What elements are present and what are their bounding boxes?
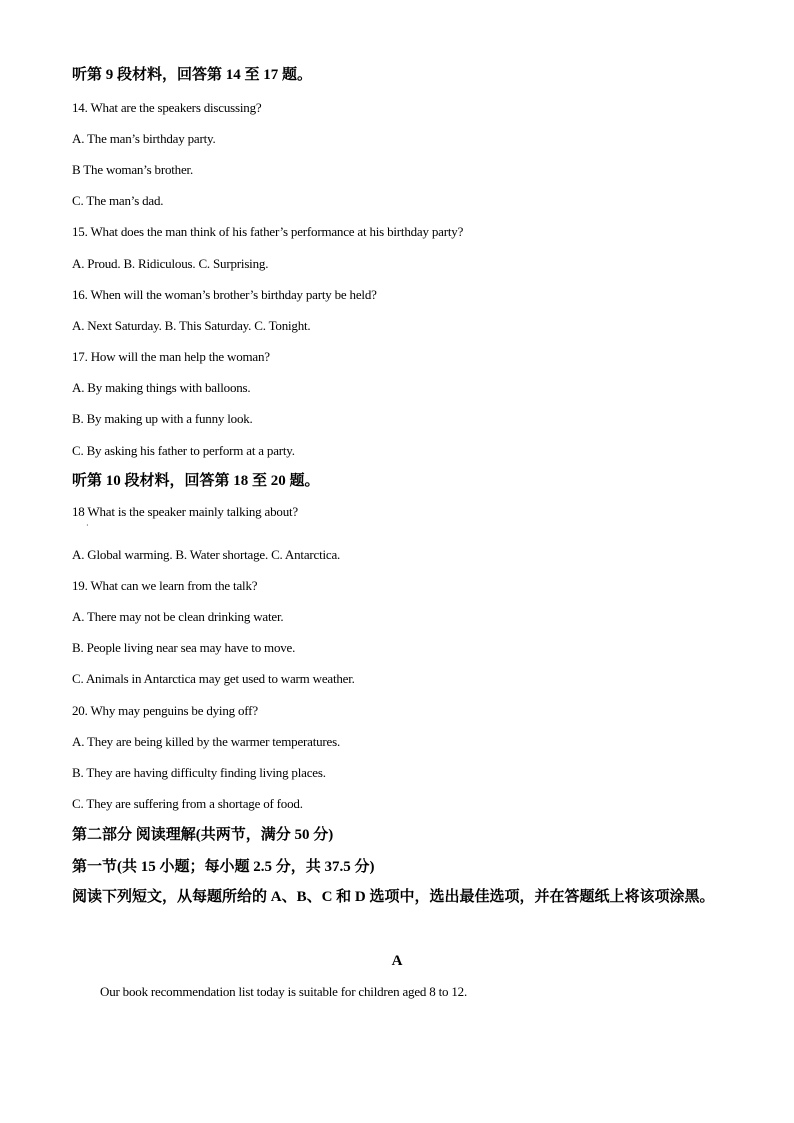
section10-heading: 听第 10 段材料，回答第 18 至 20 题。 bbox=[72, 473, 320, 489]
option-14a: A. The man’s birthday party. bbox=[72, 131, 216, 146]
options-18: A. Global warming. B. Water shortage. C. Antarctica. bbox=[72, 547, 341, 562]
stray-mark: · bbox=[86, 521, 89, 530]
option-17c: C. By asking his father to perform at a party. bbox=[72, 443, 295, 458]
question-17: 17. How will the man help the woman? bbox=[72, 349, 270, 364]
option-19b: B. People living near sea may have to move. bbox=[72, 640, 296, 655]
option-20c: C. They are suffering from a shortage of food. bbox=[72, 796, 303, 811]
question-18: 18 What is the speaker mainly talking about? bbox=[72, 504, 298, 519]
option-14c: C. The man’s dad. bbox=[72, 193, 164, 208]
option-17b: B. By making up with a funny look. bbox=[72, 411, 253, 426]
option-14b: B The woman’s brother. bbox=[72, 162, 194, 177]
passage-first-line: Our book recommendation list today is suitable for children aged 8 to 12. bbox=[100, 984, 468, 999]
options-15: A. Proud. B. Ridiculous. C. Surprising. bbox=[72, 256, 269, 271]
option-19c: C. Animals in Antarctica may get used to warm weather. bbox=[72, 671, 355, 686]
option-20b: B. They are having difficulty finding living places. bbox=[72, 765, 326, 780]
options-16: A. Next Saturday. B. This Saturday. C. Tonight. bbox=[72, 318, 311, 333]
part2-instruction: 阅读下列短文，从每题所给的 A、B、C 和 D 选项中，选出最佳选项，并在答题纸上将该项涂黑。 bbox=[72, 889, 715, 905]
section9-heading: 听第 9 段材料，回答第 14 至 17 题。 bbox=[72, 67, 313, 83]
question-20: 20. Why may penguins be dying off? bbox=[72, 703, 258, 718]
option-19a: A. There may not be clean drinking water. bbox=[72, 609, 284, 624]
option-20a: A. They are being killed by the warmer temperatures. bbox=[72, 734, 341, 749]
question-19: 19. What can we learn from the talk? bbox=[72, 578, 258, 593]
part2-heading: 第二部分 阅读理解(共两节，满分 50 分) bbox=[72, 827, 334, 843]
passage-label: A bbox=[391, 953, 403, 969]
part2-subheading: 第一节(共 15 小题；每小题 2.5 分，共 37.5 分) bbox=[72, 859, 375, 875]
option-17a: A. By making things with balloons. bbox=[72, 380, 251, 395]
question-14: 14. What are the speakers discussing? bbox=[72, 100, 262, 115]
question-16: 16. When will the woman’s brother’s birthday party be held? bbox=[72, 287, 377, 302]
question-15: 15. What does the man think of his father’s performance at his birthday party? bbox=[72, 224, 464, 239]
